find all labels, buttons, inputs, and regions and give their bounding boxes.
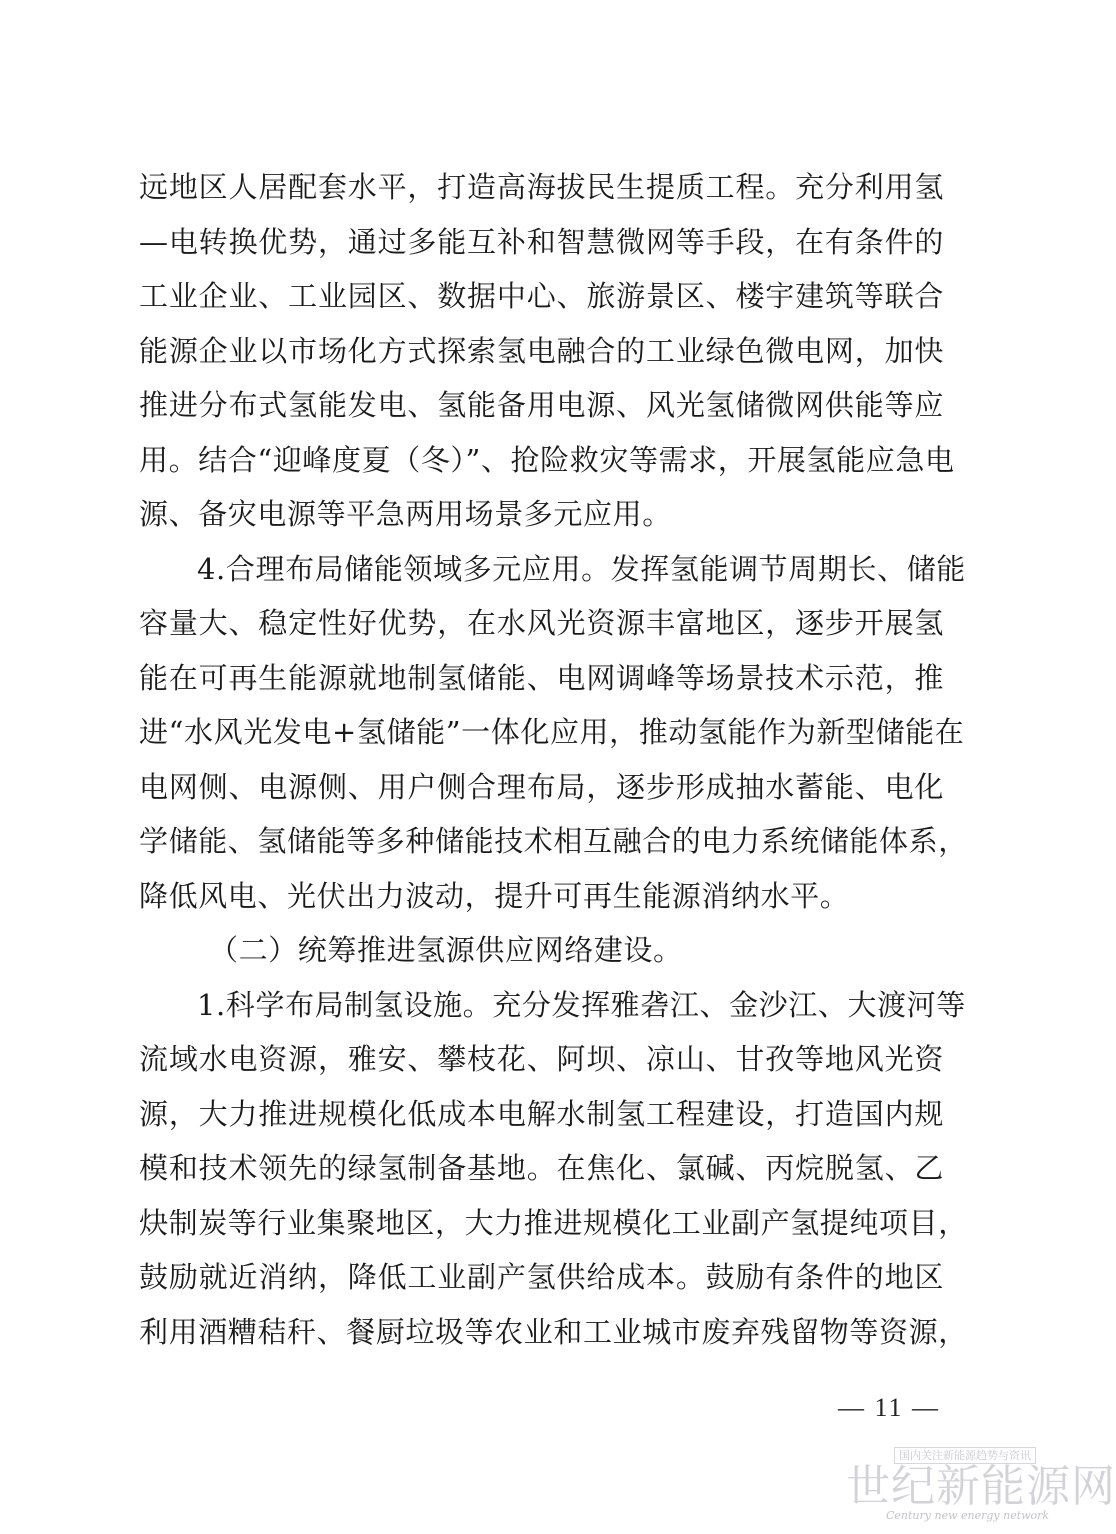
- text-line: 学储能、氢储能等多种储能技术相互融合的电力系统储能体系，: [139, 824, 968, 858]
- text-line: 源，大力推进规模化低成本电解水制氢工程建设，打造国内规: [139, 1096, 944, 1131]
- text-line: 源、备灾电源等平急两用场景多元应用。: [139, 497, 672, 531]
- text-line: 1.科学布局制氢设施。充分发挥雅砻江、金沙江、大渡河等: [197, 987, 966, 1022]
- section-heading: （二）统筹推进氢源供应网络建设。: [209, 933, 683, 967]
- watermark: [846, 1447, 1116, 1527]
- text-line: 能在可再生能源就地制氢储能、电网调峰等场景技术示范，推: [139, 660, 944, 695]
- text-line: 容量大、稳定性好优势，在水风光资源丰富地区，逐步开展氢: [139, 606, 944, 640]
- text-line: 降低风电、光伏出力波动，提升可再生能源消纳水平。: [139, 878, 850, 913]
- text-line: 鼓励就近消纳，降低工业副产氢供给成本。鼓励有条件的地区: [139, 1260, 944, 1294]
- text-line: 工业企业、工业园区、数据中心、旅游景区、楼宇建筑等联合: [139, 279, 944, 313]
- text-line: 4.合理布局储能领域多元应用。发挥氢能调节周期长、储能: [197, 551, 966, 586]
- text-line: 炔制炭等行业集聚地区，大力推进规模化工业副产氢提纯项目，: [139, 1205, 968, 1240]
- text-line: 模和技术领先的绿氢制备基地。在焦化、氯碱、丙烷脱氢、乙: [139, 1151, 944, 1185]
- watermark-subtitle: Century new energy network: [886, 1509, 1050, 1522]
- text-line: 能源企业以市场化方式探索氢电融合的工业绿色微电网，加快: [139, 333, 944, 368]
- text-line: 推进分布式氢能发电、氢能备用电源、风光氢储微网供能等应: [139, 388, 944, 422]
- text-line: 流域水电资源，雅安、攀枝花、阿坝、凉山、甘孜等地风光资: [139, 1042, 944, 1076]
- text-line: 用。结合“迎峰度夏（冬）”、抢险救灾等需求，开展氢能应急电: [139, 442, 955, 477]
- body-text: [139, 160, 968, 1359]
- text-line: 利用酒糟秸秆、餐厨垃圾等农业和工业城市废弃残留物等资源，: [139, 1314, 968, 1349]
- page-number: — 11 —: [838, 1393, 941, 1422]
- watermark-tagline: 国内关注新能源趋势与资讯: [894, 1447, 1036, 1464]
- text-line: 远地区人居配套水平，打造高海拔民生提质工程。充分利用氢: [139, 170, 944, 204]
- watermark-logo-text: 世纪新能源网: [846, 1461, 1116, 1512]
- text-line: 进“水风光发电+氢储能”一体化应用，推动氢能作为新型储能在: [139, 715, 965, 749]
- text-line: —电转换优势，通过多能互补和智慧微网等手段，在有条件的: [139, 224, 944, 259]
- text-line: 电网侧、电源侧、用户侧合理布局，逐步形成抽水蓄能、电化: [139, 769, 944, 804]
